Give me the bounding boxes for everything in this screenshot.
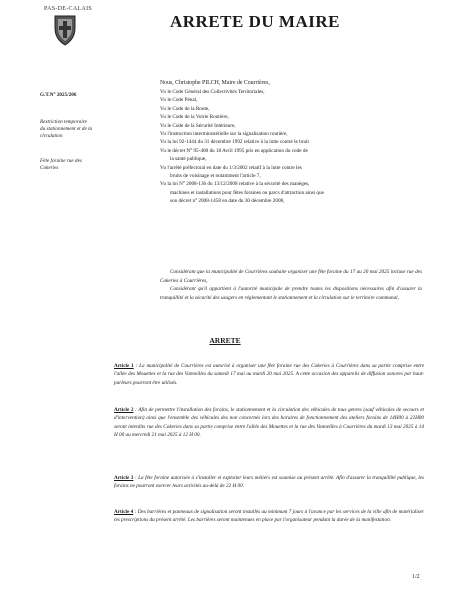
consideration-paragraph: Considérant que la municipalité de Courrières souhaite organiser une fête foraine du 17 au 20 mai 2025 incluse rue des Cokeries à Courrières, (160, 269, 422, 284)
article-text: : Afin de permettre l'installation des forains, le stationnement et la circulation des véhicules de tous genres (sauf véhicules de secours et d'intervention) ainsi que l'ensemble des véhicules des non concernés lors des horaires de fonctionnement des ateliers forains de 14H00 à 22H00 seront interdits rue des Cokeries dans sa partie comprise entre l'allée des Mouettes et la rue des Vanneilles à Courrières du mardi 13 mai 2025 à 14 H 00 au mercredi 21 mai 2025 à 12 H 00. (114, 407, 424, 439)
visa-line: la santé publique, (170, 156, 207, 163)
article-text: : Des barrières et panneaux de signalisation seront installés au minimum 7 jours à l'avance par les services de la ville afin de matérialiser les prescriptions du présent arrêté. Les barrières seront maintenues en place par l'organisateur pendant la durée de la manifestation. (114, 509, 425, 524)
visa-line: son décret n° 2008-1458 en date du 30 décembre 2008, (170, 198, 285, 205)
article-label: Article 4 (114, 509, 134, 515)
article-3 (114, 474, 424, 491)
department-name: PAS-DE-CALAIS (44, 6, 93, 12)
consideration-paragraph: Considérant qu'il appartient à l'autorité municipale de prendre toutes les dispositions nécessaires afin d'assurer la tranquillité et la sécurité des usagers en réglementant le stationnement et la circulation sur le territoire communal, (160, 286, 422, 301)
visa-line: Vu le Code Pénal, (160, 97, 198, 104)
subject-line: Restriction temporaire (40, 119, 87, 125)
article-label: Article 3 (114, 475, 134, 481)
visa-line: Vu la loi 92-1444 du 31 décembre 1992 relative à la lutte contre le bruit (160, 139, 309, 146)
visa-line: Vu le Code de la Sécurité Intérieure, (160, 122, 236, 129)
visa-line: Vu le décret N° 95-408 du 18 Avril 1995 pris en application du code de (160, 147, 308, 154)
article-text: : La municipalité de Courrières est autorisé à organiser une fête foraine rue des Cokeries à Courrières dans sa partie comprise entre l'allée des Mouettes et la rue des Vanneilles du samedi 17 mai au mardi 20 mai 2025. A cette occasion des appareils de diffusion sonores par haut-parleurs pourront être utilisés. (114, 363, 424, 386)
subject-line: du stationnement et de la (40, 126, 93, 132)
article-4 (114, 508, 424, 525)
event-line: Cokeries (40, 165, 59, 171)
page-number: 1/2 (412, 574, 420, 580)
article-label: Article 1 (114, 363, 134, 369)
considerations (160, 268, 422, 302)
arrete-heading: ARRETE (209, 336, 241, 345)
mayor-intro: Nous, Christophe PILCH, Maire de Courrières, (160, 80, 270, 86)
reference-number: G.T.N° 2025/206 (40, 92, 77, 98)
article-1 (114, 362, 424, 387)
article-label: Article 2 (114, 407, 134, 413)
article-2 (114, 406, 424, 440)
event-block (40, 158, 150, 172)
visa-line: bruits de voisinage et notamment l'article 7, (170, 173, 261, 180)
visa-line: Vu l'instruction interministérielle sur la signalisation routière, (160, 131, 288, 138)
article-text: : La fête foraine autorisée à s'installer et exploiter leurs métiers est soumise au présent arrêté. Afin d'assurer la tranquillité publique, les forains ne pourront exercer leurs activités au-delà de 22 H 00. (114, 475, 424, 490)
document-title: ARRETE DU MAIRE (170, 12, 340, 31)
coat-of-arms-icon (52, 14, 78, 46)
visas-list (160, 88, 422, 206)
visa-line: Vu le Code Général des Collectivités Territoriales, (160, 89, 265, 95)
visa-line: Vu le Code de la Route, (160, 105, 210, 112)
visa-line: Vu la loi N° 2008-136 du 13/12/2008 relative à la sécurité des manèges, (160, 181, 310, 188)
visa-line: machines et installations pour fêtes foraines ou parcs d'attraction ainsi que (170, 189, 324, 196)
visa-line: Vu le Code de la Voirie Routière, (160, 114, 229, 121)
event-line: Fête foraine rue des (40, 158, 82, 164)
subject-block (40, 119, 150, 140)
visa-line: Vu l'arrêté préfectoral en date du 1/3/2002 relatif à la lutte contre les (160, 164, 302, 171)
subject-line: circulation (40, 133, 63, 139)
